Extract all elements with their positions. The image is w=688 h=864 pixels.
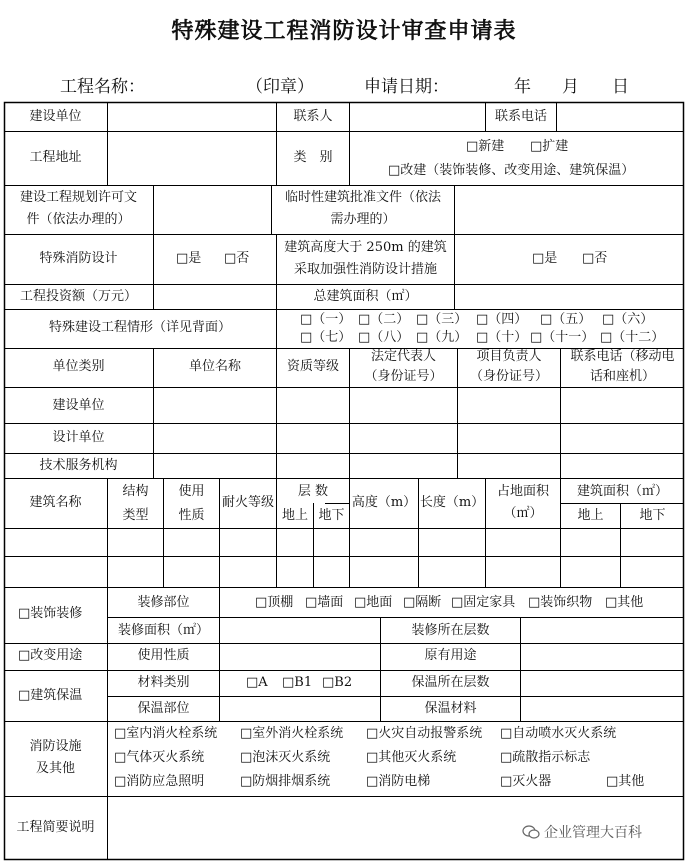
watermark-text: 企业管理大百科 — [544, 825, 642, 841]
fac-evac-signs[interactable]: □疏散指示标志 — [500, 750, 591, 765]
decor-area-label: 装修面积（㎡） — [117, 623, 209, 638]
case-8[interactable]: □（八） — [358, 330, 410, 345]
checkbox-new[interactable]: □新建 — [466, 139, 505, 154]
footprint-header-line2: （㎡） — [503, 506, 543, 521]
unit-row-designer: 设计单位 — [52, 430, 105, 445]
case-4[interactable]: □（四） — [476, 312, 528, 327]
facilities-label-line1: 消防设施 — [29, 739, 82, 754]
tel-header-line2: 话和座机） — [589, 369, 655, 384]
length-header: 长度（m） — [419, 495, 485, 510]
height-label-line1: 建筑高度大于 250m 的建筑 — [284, 240, 447, 255]
part-other[interactable]: □其他 — [605, 595, 644, 610]
part-floor[interactable]: □地面 — [354, 595, 393, 610]
part-wall[interactable]: □墙面 — [305, 595, 344, 610]
wechat-icon — [522, 825, 540, 839]
use-header-line1: 使用 — [178, 484, 205, 499]
fac-smoke-control[interactable]: □防烟排烟系统 — [240, 774, 331, 789]
floors-above-header: 地上 — [281, 508, 308, 523]
height-header: 高度（m） — [351, 495, 417, 510]
date-year: 年 — [514, 77, 531, 97]
case-1[interactable]: □（一） — [300, 312, 352, 327]
fire-grade-header: 耐火等级 — [221, 495, 274, 510]
struct-header-line1: 结构 — [122, 484, 149, 499]
height-no[interactable]: □否 — [582, 251, 608, 266]
temp-approval-line2: 需办理的） — [330, 212, 396, 227]
part-fabric[interactable]: □装饰织物 — [528, 595, 593, 610]
fac-foam-extinguish[interactable]: □泡沫灭火系统 — [240, 750, 331, 765]
floors-below-header: 地下 — [318, 508, 345, 523]
contact-label: 联系人 — [293, 109, 333, 124]
case-2[interactable]: □（二） — [358, 312, 410, 327]
fac-other[interactable]: □其他 — [606, 774, 645, 789]
use-nature-label: 使用性质 — [137, 648, 190, 663]
height-yes[interactable]: □是 — [532, 251, 558, 266]
legal-rep-header-line2: （身份证号） — [364, 369, 443, 384]
decor-checkbox[interactable]: □装饰装修 — [18, 606, 83, 621]
building-name-header: 建筑名称 — [29, 495, 82, 510]
grade-header: 资质等级 — [286, 359, 339, 374]
insulation-checkbox[interactable]: □建筑保温 — [18, 688, 83, 703]
watermark — [522, 822, 642, 842]
facilities-label-line2: 及其他 — [35, 761, 75, 776]
case-11[interactable]: □（十一） — [530, 330, 595, 345]
area-below-header: 地下 — [639, 508, 666, 523]
fac-other-extinguish[interactable]: □其他灭火系统 — [366, 750, 457, 765]
area-above-header: 地上 — [577, 508, 604, 523]
seal-label: （印章） — [246, 77, 314, 97]
special-design-no[interactable]: □否 — [224, 251, 250, 266]
fac-fire-elevator[interactable]: □消防电梯 — [366, 774, 431, 789]
part-partition[interactable]: □隔断 — [403, 595, 442, 610]
part-ceiling[interactable]: □顶棚 — [255, 595, 294, 610]
material-a[interactable]: □A — [246, 675, 268, 690]
fac-fire-alarm[interactable]: □火灾自动报警系统 — [366, 726, 483, 741]
pm-header-line2: （身份证号） — [469, 369, 548, 384]
fac-indoor-hydrant[interactable]: □室内消火栓系统 — [114, 726, 218, 741]
unit-row-tech: 技术服务机构 — [39, 458, 118, 473]
material-b2[interactable]: □B2 — [322, 675, 353, 690]
insulation-part-label: 保温部位 — [137, 701, 190, 716]
category-label: 类 别 — [293, 150, 333, 165]
special-case-label: 特殊建设工程情形（详见背面） — [48, 320, 231, 335]
case-7[interactable]: □（七） — [300, 330, 352, 345]
footprint-header-line1: 占地面积 — [496, 484, 549, 499]
unit-name-header: 单位名称 — [188, 359, 241, 374]
address-label: 工程地址 — [29, 150, 82, 165]
fac-emergency-light[interactable]: □消防应急照明 — [114, 774, 205, 789]
case-6[interactable]: □（六） — [602, 312, 654, 327]
material-b1[interactable]: □B1 — [282, 675, 313, 690]
fac-sprinkler[interactable]: □自动喷水灭火系统 — [500, 726, 617, 741]
project-name-label: 工程名称： — [60, 77, 145, 97]
checkbox-renovate[interactable]: □改建（装饰装修、改变用途、建筑保温） — [388, 163, 635, 178]
case-12[interactable]: □（十二） — [600, 330, 665, 345]
unit-row-builder: 建设单位 — [52, 398, 105, 413]
pm-header-line1: 项目负责人 — [476, 349, 542, 364]
case-9[interactable]: □（九） — [416, 330, 468, 345]
case-3[interactable]: □（三） — [416, 312, 468, 327]
change-use-checkbox[interactable]: □改变用途 — [18, 648, 83, 663]
summary-label: 工程简要说明 — [16, 820, 95, 835]
unit-type-header: 单位类别 — [52, 359, 105, 374]
struct-header-line2: 类型 — [122, 508, 149, 523]
decor-floors-label: 装修所在层数 — [411, 623, 490, 638]
builder-label: 建设单位 — [29, 109, 82, 124]
insulation-material-label: 保温材料 — [424, 701, 477, 716]
insulation-floors-label: 保温所在层数 — [411, 675, 490, 690]
date-day: 日 — [612, 77, 629, 97]
permit-label-line1: 建设工程规划许可文 — [19, 190, 137, 205]
decor-part-label: 装修部位 — [137, 595, 190, 610]
floors-header: 层 数 — [297, 484, 329, 499]
special-design-yes[interactable]: □是 — [176, 251, 202, 266]
legal-rep-header-line1: 法定代表人 — [370, 349, 436, 364]
apply-date-label: 申请日期： — [364, 77, 449, 97]
use-header-line2: 性质 — [178, 508, 205, 523]
total-area-label: 总建筑面积（㎡） — [313, 289, 418, 304]
form-title: 特殊建设工程消防设计审查申请表 — [171, 18, 517, 44]
area-header: 建筑面积（㎡） — [576, 484, 668, 499]
special-design-label: 特殊消防设计 — [39, 251, 118, 266]
height-label-line2: 采取加强性消防设计措施 — [293, 262, 437, 277]
material-type-label: 材料类别 — [137, 675, 190, 690]
part-fixed-furniture[interactable]: □固定家具 — [451, 595, 516, 610]
investment-label: 工程投资额（万元） — [19, 289, 137, 304]
tel-header-line1: 联系电话（移动电 — [570, 349, 675, 364]
date-month: 月 — [562, 77, 579, 97]
fac-extinguisher[interactable]: □灭火器 — [500, 774, 552, 789]
temp-approval-line1: 临时性建筑批准文件（依法 — [284, 190, 441, 205]
case-5[interactable]: □（五） — [540, 312, 592, 327]
fac-gas-extinguish[interactable]: □气体灭火系统 — [114, 750, 205, 765]
checkbox-expand[interactable]: □扩建 — [530, 139, 569, 154]
orig-use-label: 原有用途 — [424, 648, 477, 663]
permit-label-line2: 件（依法办理的） — [26, 212, 131, 227]
fac-outdoor-hydrant[interactable]: □室外消火栓系统 — [240, 726, 344, 741]
phone-label: 联系电话 — [494, 109, 547, 124]
case-10[interactable]: □（十） — [476, 330, 528, 345]
